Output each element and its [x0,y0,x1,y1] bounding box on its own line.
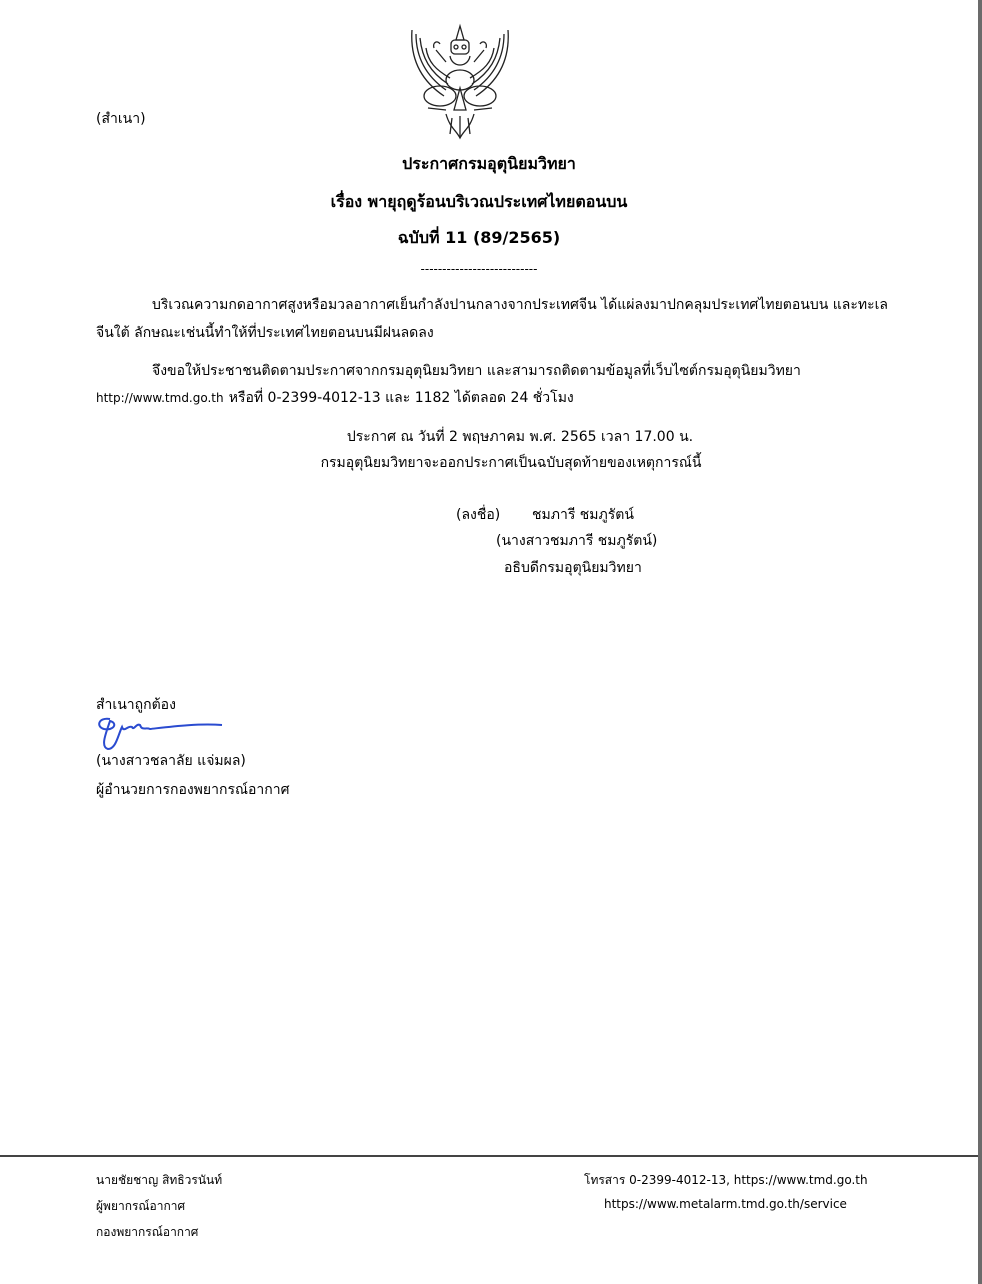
footer-forecaster-title: ผู้พยากรณ์อากาศ [96,1199,186,1213]
footer-divider [0,1155,978,1157]
signature-name: ชมภารี ชมภูรัตน์ [532,507,634,523]
certified-position: ผู้อำนวยการกองพยากรณ์อากาศ [96,782,290,798]
paragraph1-line1: บริเวณความกดอากาศสูงหรือมวลอากาศเย็นกำลังปานกลางจากประเทศจีน ได้แผ่ลงมาปกคลุมประเทศไทยตอนบน และทะเล [152,297,889,313]
footer-contact: โทรสาร 0-2399-4012-13, https://www.tmd.go.th [584,1173,868,1187]
garuda-emblem-icon [406,18,514,142]
final-notice: กรมอุตุนิยมวิทยาจะออกประกาศเป็นฉบับสุดท้ายของเหตุการณ์นี้ [320,455,702,471]
document-subject: เรื่อง พายุฤดูร้อนบริเวณประเทศไทยตอนบน [330,192,628,211]
paragraph1-line2: จีนใต้ ลักษณะเช่นนี้ทำให้ที่ประเทศไทยตอนบนมีฝนลดลง [96,325,434,341]
signature-position: อธิบดีกรมอุตุนิยมวิทยา [504,560,642,576]
signature-full-name: (นางสาวชมภารี ชมภูรัตน์) [496,533,658,549]
announce-date: ประกาศ ณ วันที่ 2 พฤษภาคม พ.ศ. 2565 เวลา 17.00 น. [346,429,694,445]
document-issue: ฉบับที่ 11 (89/2565) [397,228,561,247]
tmd-website-link[interactable]: http://www.tmd.go.th [96,391,224,405]
certified-name: (นางสาวชลาลัย แจ่มผล) [96,753,246,769]
copy-mark: (สำเนา) [96,111,146,127]
document-title: ประกาศกรมอุตุนิยมวิทยา [402,154,576,173]
contact-text: หรือที่ 0-2399-4012-13 และ 1182 ได้ตลอด 24 ชั่วโมง [228,390,574,406]
separator: --------------------------- [420,262,538,276]
signature-label: (ลงชื่อ) [456,507,501,523]
paragraph2-line1: จึงขอให้ประชาชนติดตามประกาศจากกรมอุตุนิยมวิทยา และสามารถติดตามข้อมูลที่เว็บไซต์กรมอุตุนิยมวิทยา [152,363,801,379]
footer-forecaster-name: นายชัยชาญ สิทธิวรนันท์ [96,1173,223,1187]
certified-label: สำเนาถูกต้อง [96,697,176,713]
footer-division: กองพยากรณ์อากาศ [96,1225,199,1239]
footer-service-url[interactable]: https://www.metalarm.tmd.go.th/service [604,1197,847,1211]
handwritten-signature-icon [88,713,228,753]
page-edge-border [978,0,982,1284]
paragraph2-line2 [96,387,574,409]
